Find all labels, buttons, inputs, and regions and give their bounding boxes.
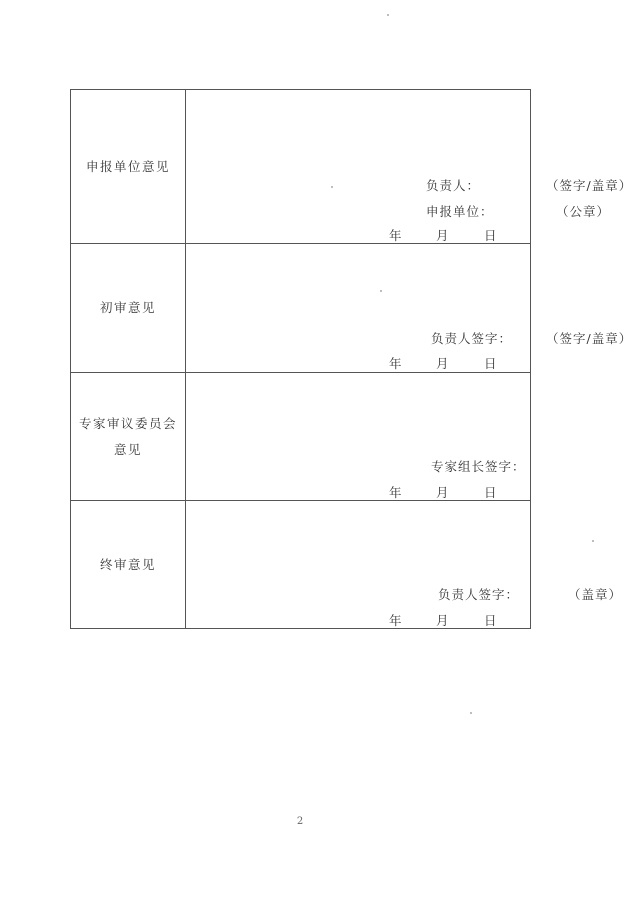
date-day: 日 <box>484 613 497 628</box>
scan-speck <box>470 712 472 714</box>
applicant-opinion-row <box>71 90 531 244</box>
responsible-person-label: 负责人： <box>426 178 481 193</box>
responsible-signature-label: 负责人签字： <box>438 587 520 602</box>
date-year: 年 <box>389 485 402 500</box>
applicant-unit-label: 申报单位： <box>426 204 494 219</box>
page-number: 2 <box>296 816 304 827</box>
label-line: 初审意见 <box>99 300 156 315</box>
final-review-row <box>71 501 531 629</box>
final-review-label <box>71 501 186 629</box>
date-month: 月 <box>436 613 449 628</box>
date-month: 月 <box>436 356 449 371</box>
date-year: 年 <box>389 356 402 371</box>
signature-stamp-note: （签字/盖章） <box>546 178 632 193</box>
label-line: 专家审议委员会 <box>78 415 177 431</box>
preliminary-review-row <box>71 244 531 373</box>
stamp-note: （盖章） <box>568 587 623 602</box>
scan-speck <box>592 540 594 542</box>
date-day: 日 <box>484 485 497 500</box>
date-month: 月 <box>436 485 449 500</box>
scan-speck <box>331 186 333 188</box>
preliminary-review-field[interactable] <box>186 244 632 373</box>
expert-committee-field[interactable] <box>186 373 531 501</box>
label-line: 申报单位意见 <box>85 158 170 174</box>
label-line: 终审意见 <box>99 556 156 572</box>
preliminary-review-label <box>71 244 186 373</box>
date-month: 月 <box>436 228 449 243</box>
official-seal-note: （公章） <box>556 204 611 219</box>
expert-leader-signature-label: 专家组长签字： <box>431 459 526 474</box>
date-day: 日 <box>484 356 497 371</box>
date-year: 年 <box>389 228 402 243</box>
label-line: 意见 <box>113 441 142 457</box>
review-opinion-table <box>70 89 632 629</box>
signature-stamp-note: （签字/盖章） <box>546 331 632 346</box>
final-review-field[interactable] <box>186 501 623 629</box>
scan-speck <box>380 290 382 292</box>
scan-speck <box>387 14 389 16</box>
expert-committee-label <box>71 373 186 501</box>
applicant-opinion-field[interactable] <box>186 90 632 244</box>
applicant-opinion-label <box>71 90 186 244</box>
date-year: 年 <box>389 613 402 628</box>
responsible-signature-label: 负责人签字： <box>431 331 513 346</box>
expert-committee-row <box>71 373 531 501</box>
date-day: 日 <box>484 228 497 243</box>
